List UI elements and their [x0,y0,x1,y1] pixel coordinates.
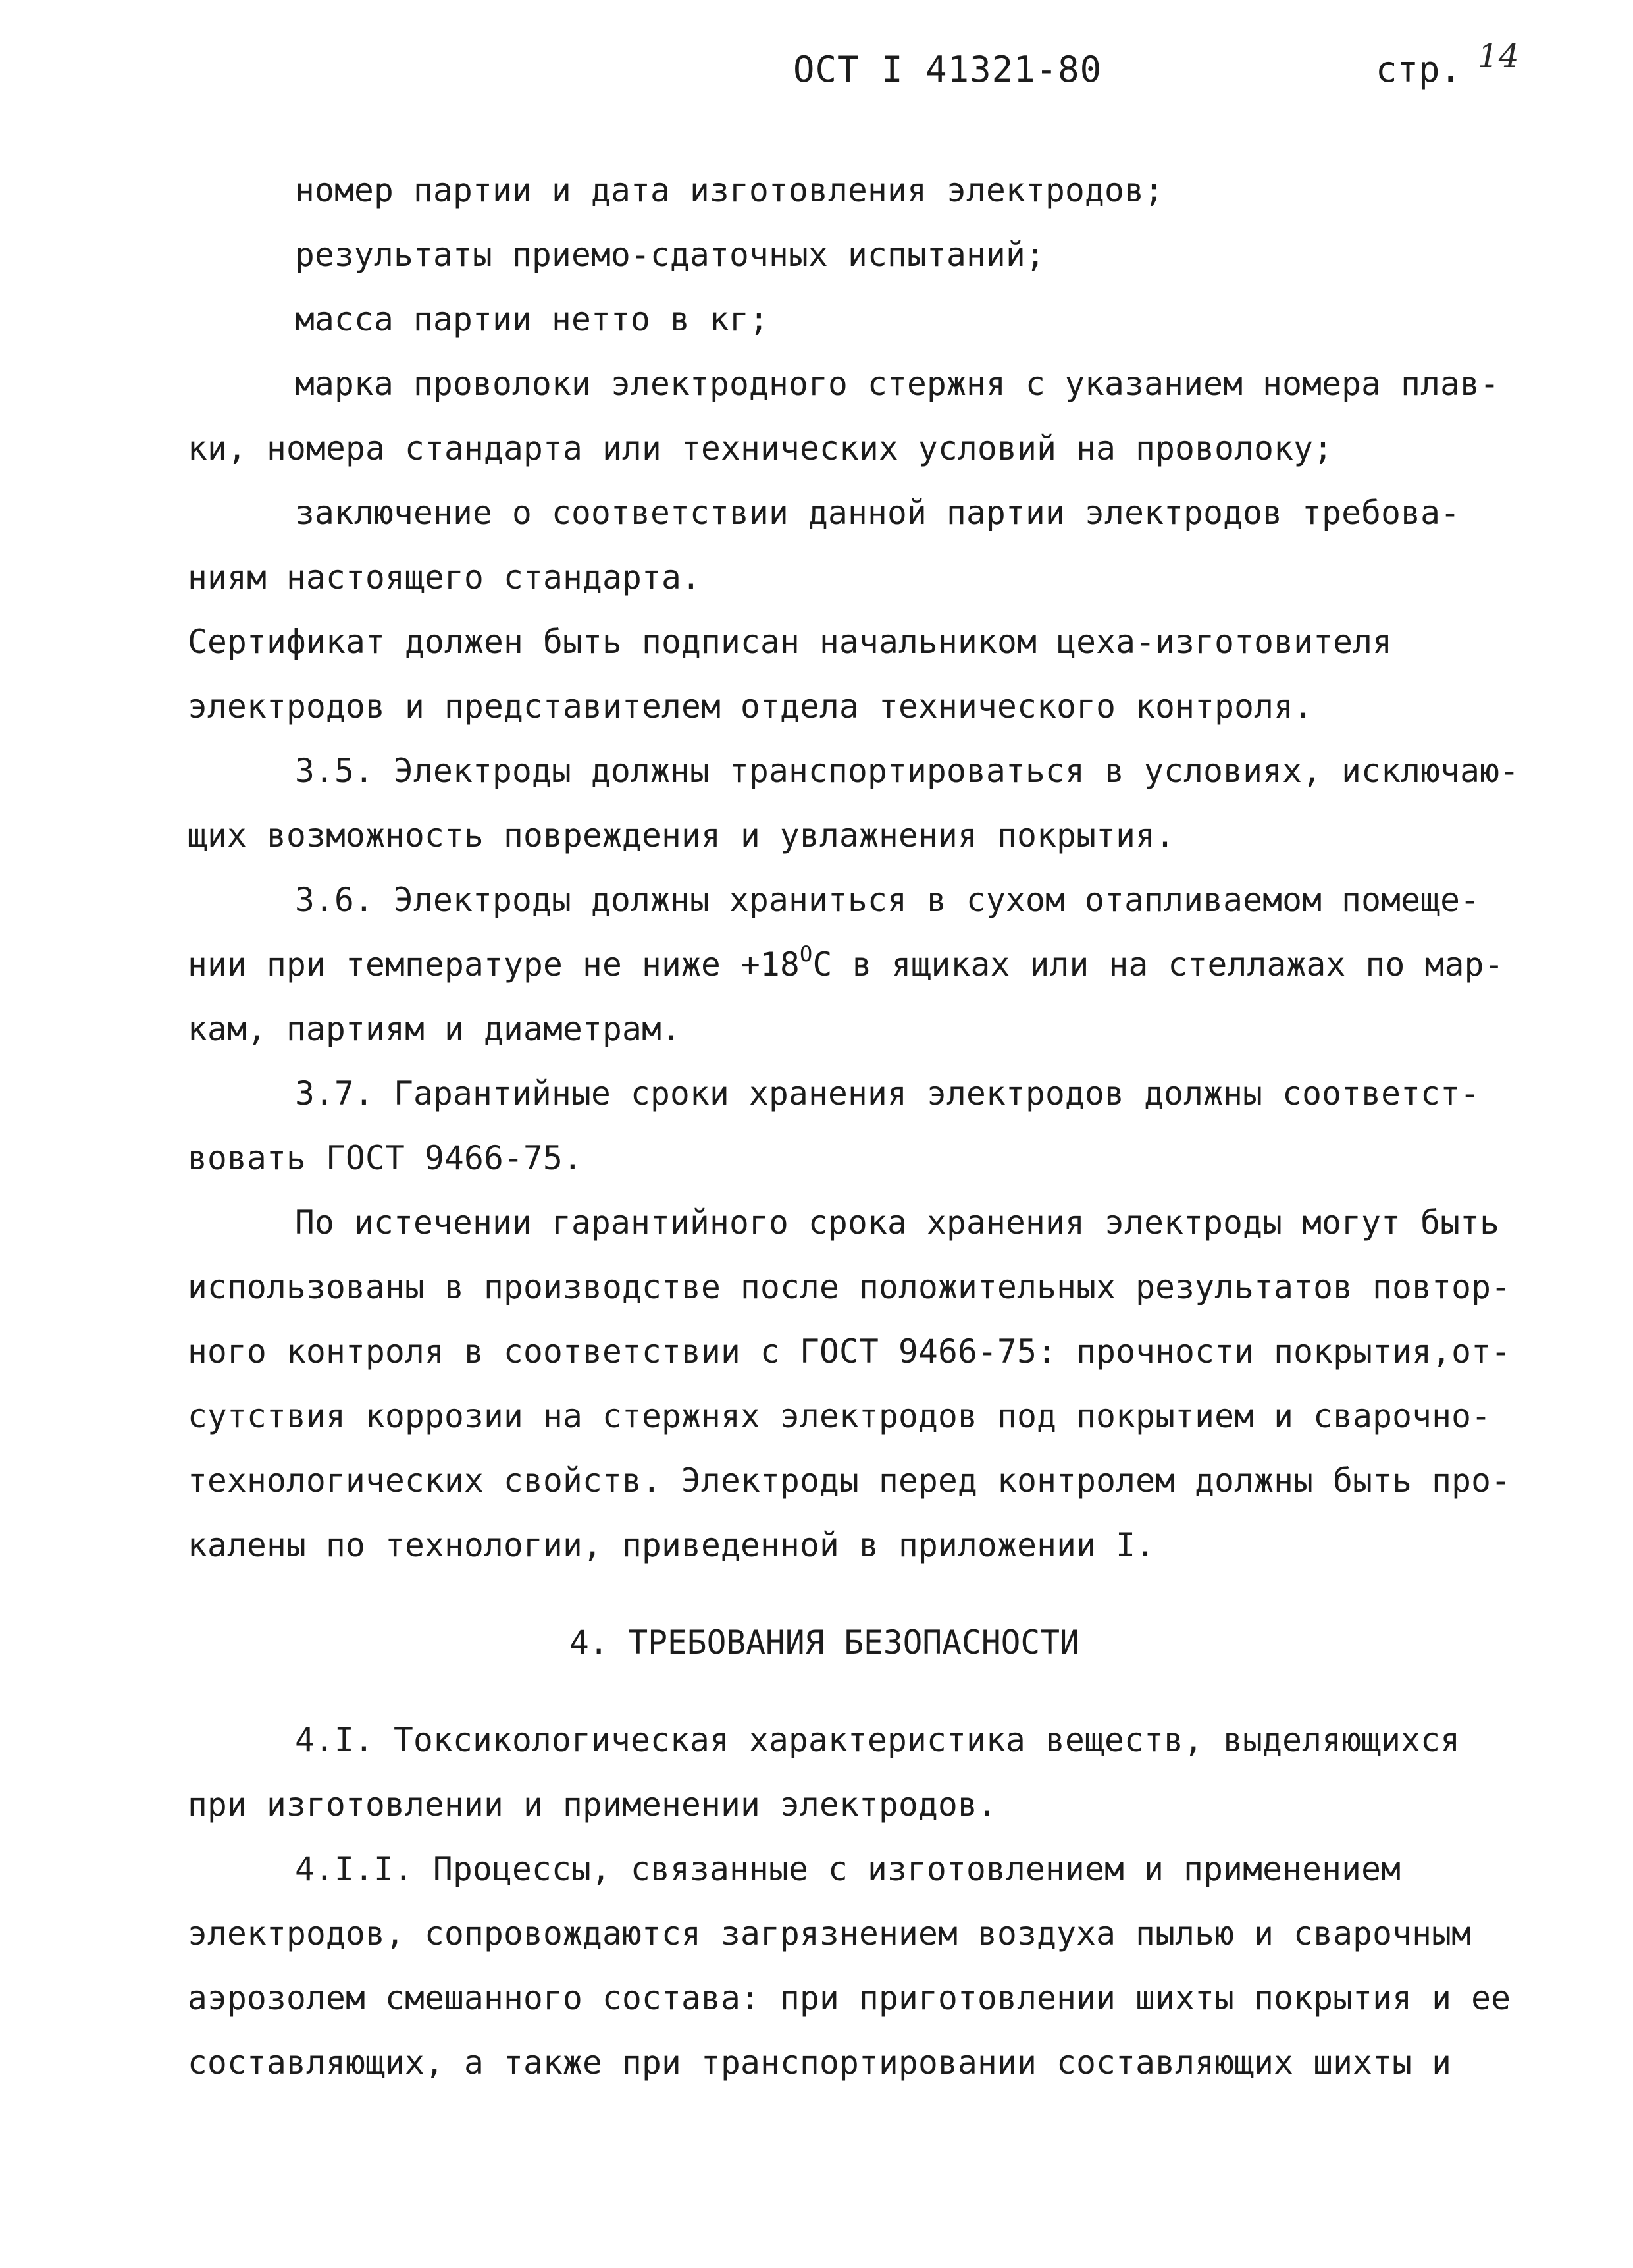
text-line: электродов, сопровождаются загрязнением воздуха пылью и сварочным [188,1914,1472,1953]
section-heading: 4. ТРЕБОВАНИЯ БЕЗОПАСНОСТИ [569,1623,1079,1662]
page-number: 14 [1478,37,1520,75]
text-line: щих возможность повреждения и увлажнения покрытия. [188,816,1176,855]
text-line: технологических свойств. Электроды перед контролем должны быть про- [188,1462,1511,1500]
paragraph-3-6: 3.6. Электроды должны храниться в сухом отапливаемом помеще- [295,881,1480,919]
text-line: при изготовлении и применении электродов. [188,1785,998,1824]
text-line: электродов и представителем отдела технического контроля. [188,687,1314,725]
text-line: составляющих, а также при транспортировании составляющих шихты и [188,2044,1452,2082]
text-line: марка проволоки электродного стержня с указанием номера плав- [295,365,1500,403]
text-line [188,932,1534,997]
text-line: номер партии и дата изготовления электродов; [295,171,1164,209]
text-line: ки, номера стандарта или технических условий на проволоку; [188,429,1334,467]
text-line: Сертификат должен быть подписан начальником цеха-изготовителя [188,623,1393,661]
paragraph-4-1: 4.I. Токсикологическая характеристика веществ, выделяющихся [295,1721,1461,1759]
text-line: вовать ГОСТ 9466-75. [188,1139,583,1177]
text-line: аэрозолем смешанного состава: при приготовлении шихты покрытия и ее [188,1979,1511,2017]
paragraph-4-1-1: 4.I.I. Процессы, связанные с изготовлением и применением [295,1850,1401,1888]
document-code: ОСТ I 41321-80 [793,49,1102,90]
document-body [188,158,1534,2095]
page-header [0,37,1633,107]
text-line: результаты приемо-сдаточных испытаний; [295,236,1046,274]
text-line: калены по технологии, приведенной в приложении I. [188,1526,1156,1564]
paragraph-3-7: 3.7. Гарантийные сроки хранения электродов должны соответст- [295,1074,1480,1113]
text-line: кам, партиям и диаметрам. [188,1010,682,1048]
paragraph-3-5: 3.5. Электроды должны транспортироваться в условиях, исключаю- [295,752,1520,790]
text-line: масса партии нетто в кг; [295,300,769,338]
text-line: По истечении гарантийного срока хранения электроды могут быть [295,1203,1500,1242]
text-fragment: С в ящиках или на стеллажах по мар- [812,945,1504,984]
text-line: ного контроля в соответствии с ГОСТ 9466-75: прочности покрытия,от- [188,1332,1511,1371]
text-line: ниям настоящего стандарта. [188,558,702,596]
text-fragment: нии при температуре не ниже +18 [188,945,800,984]
degree-superscript: О [800,941,813,966]
page-label: стр. [1376,49,1462,90]
text-line: использованы в производстве после положительных результатов повтор- [188,1268,1511,1306]
text-line: сутствия коррозии на стержнях электродов под покрытием и сварочно- [188,1397,1491,1435]
text-line: заключение о соответствии данной партии электродов требова- [295,494,1461,532]
